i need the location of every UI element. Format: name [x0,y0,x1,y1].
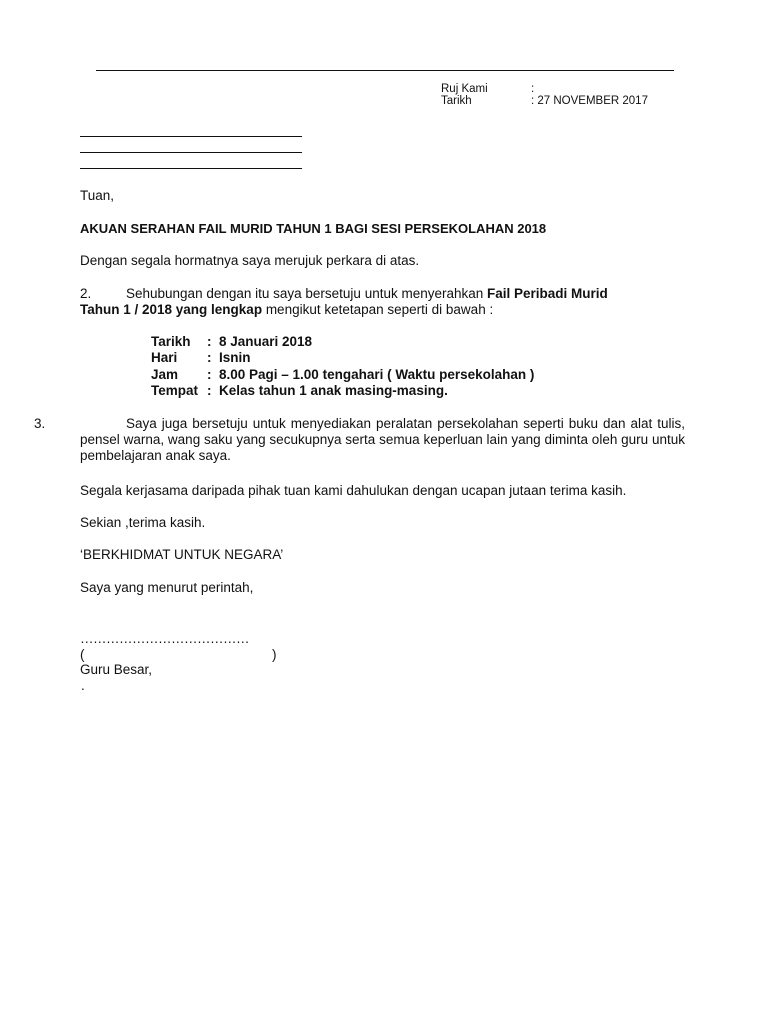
salutation: Tuan, [80,188,115,203]
details-label: Tarikh [151,334,191,349]
para3-text: Saya juga bersetuju untuk menyediakan peralatan persekolahan seperti buku dan alat tulis, pensel warna, wang saku yang secukupnya serta semua keperluan lain yang diminta oleh guru untuk pembelajaran anak saya. [80,416,685,463]
sign-off: Saya yang menurut perintah, [80,580,254,595]
motto: ‘BERKHIDMAT UNTUK NEGARA’ [80,547,284,562]
subject-heading: AKUAN SERAHAN FAIL MURID TAHUN 1 BAGI SESI PERSEKOLAHAN 2018 [80,221,547,236]
details-colon: : [207,383,212,398]
para2-text-b: mengikut ketetapan seperti di bawah : [262,302,494,317]
para2-text-a: Sehubungan dengan itu saya bersetuju untuk menyerahkan [126,286,488,301]
signatory-title: Guru Besar, [80,662,153,677]
address-line-2 [80,152,302,153]
para2-line-1 [126,286,608,302]
details-colon: : [207,334,212,349]
name-close-paren: ) [272,647,277,662]
date-label: Tarikh [441,95,472,107]
details-label: Hari [151,350,178,365]
details-value: Kelas tahun 1 anak masing-masing. [219,383,448,398]
details-label: Tempat [151,383,199,398]
details-row-day [151,350,251,366]
details-value: Isnin [219,350,251,365]
address-line-1 [80,136,302,137]
ref-colon: : [531,83,535,95]
date-value: : 27 NOVEMBER 2017 [531,95,648,107]
details-colon: : [207,350,212,365]
signature-dots: ………………………………… [80,631,249,646]
para2-bold-b: Tahun 1 / 2018 yang lengkap [80,302,263,317]
details-row-date [151,334,312,350]
end-mark: . [81,678,85,693]
closing-line: Sekian ,terima kasih. [80,515,206,530]
para2-number: 2. [80,286,92,301]
details-colon: : [207,367,212,382]
para3-number: 3. [34,416,46,431]
details-label: Jam [151,367,179,382]
address-line-3 [80,168,302,169]
name-open-paren: ( [80,647,85,662]
details-row-place [151,383,448,399]
para2-line-2 [80,302,493,318]
details-row-time [151,367,534,383]
para2-bold-a: Fail Peribadi Murid [487,286,608,301]
ref-label: Ruj Kami [441,83,488,95]
thanks-paragraph: Segala kerjasama daripada pihak tuan kami dahulukan dengan ucapan jutaan terima kasih. [80,483,627,498]
intro-paragraph: Dengan segala hormatnya saya merujuk perkara di atas. [80,253,420,268]
header-rule [96,70,674,71]
para3-paragraph [34,416,685,464]
details-value: 8.00 Pagi – 1.00 tengahari ( Waktu persekolahan ) [219,367,535,382]
details-value: 8 Januari 2018 [219,334,313,349]
